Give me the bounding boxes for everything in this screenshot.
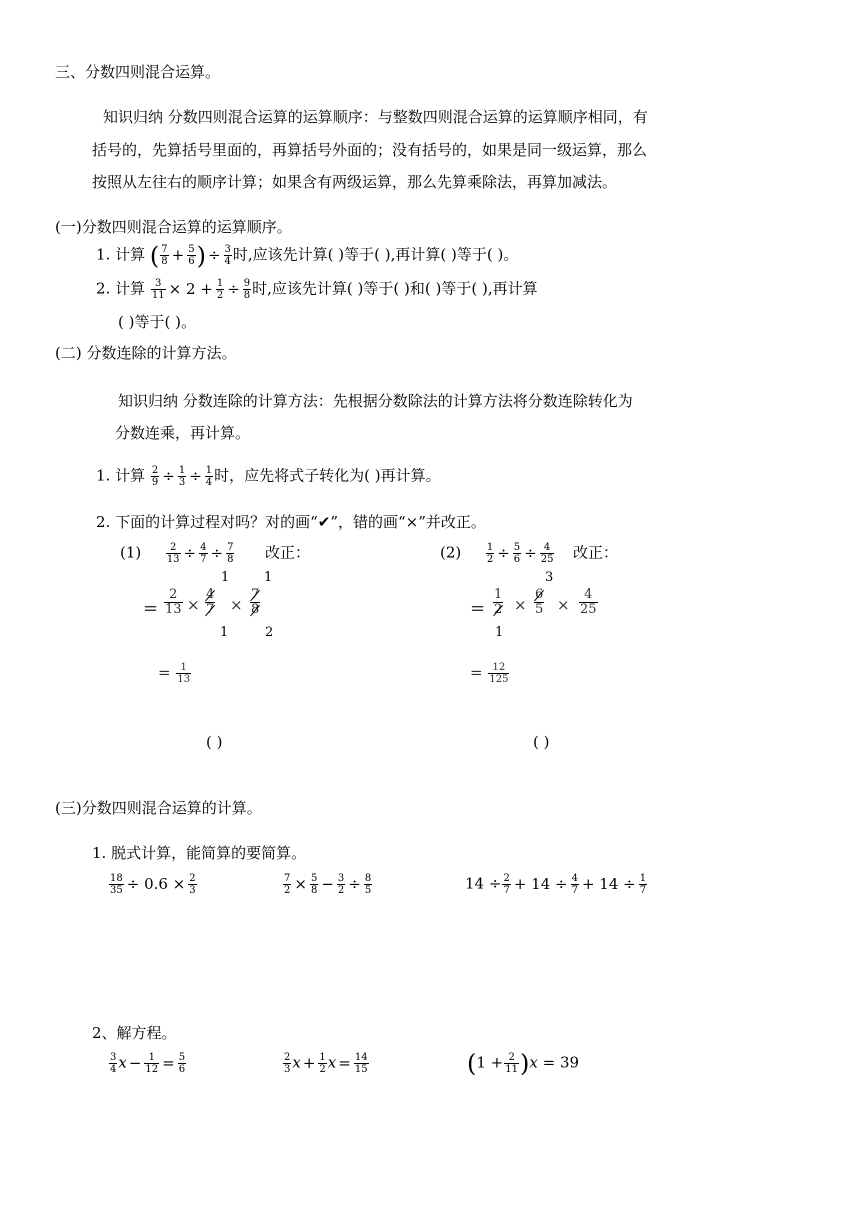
q2-expression: $\frac{3}{11}$ × 2 + $\frac{1}{2}$ ÷ $\frac{9}{8}$ <box>151 278 251 301</box>
calc-expr-2: $\frac{7}{2}$ × $\frac{5}{8}$ − $\frac{3}{2}$ ÷ $\frac{8}{5}$ <box>284 873 372 896</box>
item2-answer-blank[interactable]: ( ) <box>533 733 550 751</box>
part2-q1 <box>96 465 441 488</box>
q1-expression: ( $\frac{7}{8}$ + $\frac{5}{6}$ ) ÷ $\frac{3}{4}$ <box>149 241 231 270</box>
p2q1-prefix: 1. 计算 <box>96 466 146 485</box>
part1-q1 <box>96 241 519 270</box>
knowledge-line-3: 按照从左往右的顺序计算；如果含有两级运算，那么先算乘除法，再算加减法。 <box>92 173 618 191</box>
equation-1: $\frac{3}{4}$ x − $\frac{1}{12}$ = $\frac{5}{6}$ <box>110 1052 186 1075</box>
q1-prefix: 1. 计算 <box>96 245 146 264</box>
part3-q2-title: 2、解方程。 <box>92 1024 177 1042</box>
equation-2: $\frac{2}{3}$ x + $\frac{1}{2}$ x = $\frac{14}{15}$ <box>284 1052 368 1075</box>
item1-header: (1) $\frac{2}{13}$ ÷ $\frac{4}{7}$ ÷ $\frac{7}{8}$ 改正： <box>120 542 311 565</box>
item1-fix-label: 改正： <box>265 543 311 562</box>
item1-answer-blank[interactable]: ( ) <box>206 733 223 751</box>
p2q1-suffix: 时，应先将式子转化为( )再计算。 <box>214 466 441 485</box>
item2-label: (2) <box>440 543 462 562</box>
part3-title: (三)分数四则混合运算的计算。 <box>55 799 262 817</box>
calc-expr-3: 14 ÷ $\frac{2}{7}$ + 14 ÷ $\frac{4}{7}$ + 14 ÷ $\frac{1}{7}$ <box>465 873 647 896</box>
part1-title: (一)分数四则混合运算的运算顺序。 <box>55 218 292 236</box>
item2-header: (2) $\frac{1}{2}$ ÷ $\frac{5}{6}$ ÷ $\frac{4}{25}$ 改正： <box>440 542 619 565</box>
knowledge-line-1: 知识归纳 分数四则混合运算的运算顺序：与整数四则混合运算的运算顺序相同，有 <box>103 108 648 126</box>
knowledge-line-2: 括号的，先算括号里面的，再算括号外面的；没有括号的，如果是同一级运算，那么 <box>92 141 648 159</box>
p2q1-expression: $\frac{2}{9}$ ÷ $\frac{1}{3}$ ÷ $\frac{1}{4}$ <box>151 465 213 488</box>
q2-prefix: 2. 计算 <box>96 279 146 298</box>
part2-title: (二) 分数连除的计算方法。 <box>55 344 237 362</box>
part3-q1-title: 1. 脱式计算，能简算的要简算。 <box>92 844 307 862</box>
calc-expr-1: $\frac{18}{35}$ ÷ 0.6 × $\frac{2}{3}$ <box>110 873 196 896</box>
item1-label: (1) <box>120 543 142 562</box>
part2-knowledge-2: 分数连乘，再计算。 <box>115 424 251 442</box>
q2-suffix: 时,应该先计算( )等于( )和( )等于( ),再计算 <box>252 279 538 298</box>
section-title: 三、分数四则混合运算。 <box>55 63 221 81</box>
part1-q2 <box>96 278 538 301</box>
part2-q2: 2. 下面的计算过程对吗？对的画“✔”，错的画“×”并改正。 <box>96 513 486 531</box>
q1-suffix: 时,应该先计算( )等于( ),再计算( )等于( )。 <box>232 245 519 264</box>
part2-knowledge-1: 知识归纳 分数连除的计算方法：先根据分数除法的计算方法将分数连除转化为 <box>118 392 633 410</box>
part1-q2-line2: ( )等于( )。 <box>118 313 196 331</box>
equation-3: (1 + $\frac{2}{11}$ )x = 39 <box>467 1049 580 1078</box>
item2-fix-label: 改正： <box>573 543 619 562</box>
